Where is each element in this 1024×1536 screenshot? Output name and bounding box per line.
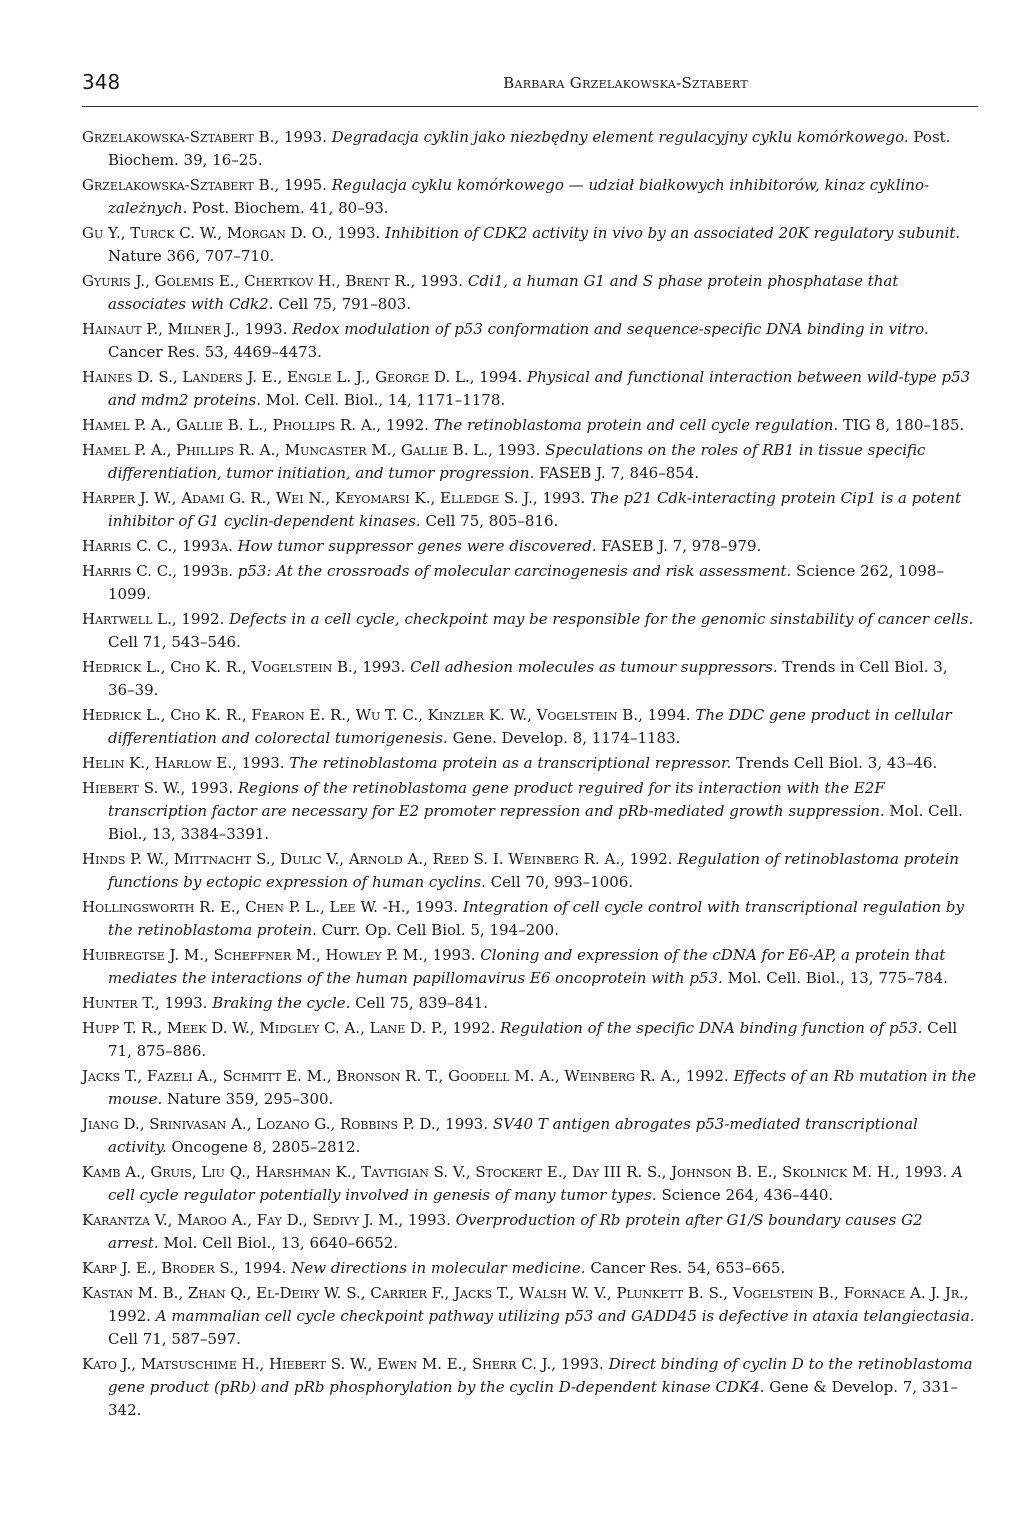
reference-source: Mol. Cell Biol., 13, 6640–6652. (163, 1234, 399, 1252)
reference-entry (82, 487, 978, 533)
reference-title: A mammalian cell cycle checkpoint pathway utilizing p53 and GADD45 is defective in ataxia telangiectasia. (155, 1307, 975, 1325)
reference-entry (82, 656, 978, 702)
reference-title: Cloning and expression of the cDNA for E6-AP, a protein that mediates the interactions of the human papillomavirus E6 oncoprotein with p53. (108, 946, 946, 987)
reference-authors: Hollingsworth R. E., Chen P. L., Lee W. -H., 1993. (82, 898, 459, 916)
reference-authors: Gu Y., Turck C. W., Morgan D. O., 1993. (82, 224, 381, 242)
reference-entry (82, 560, 978, 606)
reference-authors: Hunter T., 1993. (82, 994, 208, 1012)
reference-title: How tumor suppressor genes were discovered. (237, 537, 597, 555)
reference-authors: Hamel P. A., Gallie B. L., Phollips R. A., 1992. (82, 416, 429, 434)
reference-entry (82, 439, 978, 485)
reference-source: FASEB J. 7, 846–854. (539, 464, 700, 482)
reference-entry (82, 608, 978, 654)
reference-authors: Hainaut P., Milner J., 1993. (82, 320, 288, 338)
reference-source: Nature 366, 707–710. (108, 247, 275, 265)
reference-authors: Helin K., Harlow E., 1993. (82, 754, 285, 772)
reference-entry (82, 270, 978, 316)
reference-entry (82, 1353, 978, 1422)
reference-title: Regulation of the specific DNA binding function of p53. (500, 1019, 923, 1037)
reference-source: Trends in Cell Biol. 3, 36–39. (108, 658, 948, 699)
reference-authors: Harper J. W., Adami G. R., Wei N., Keyomarsi K., Elledge S. J., 1993. (82, 489, 586, 507)
reference-source: Science 262, 1098–1099. (108, 562, 944, 603)
reference-entry (82, 1209, 978, 1255)
reference-source: Oncogene 8, 2805–2812. (171, 1138, 361, 1156)
reference-title: The retinoblastoma protein as a transcriptional repressor. (289, 754, 732, 772)
reference-source: Mol. Cell. Biol., 13, 3384–3391. (108, 802, 963, 843)
reference-title: Integration of cell cycle control with transcriptional regulation by the retinoblastoma protein. (108, 898, 964, 939)
reference-entry (82, 414, 978, 437)
reference-entry (82, 535, 978, 558)
reference-source: Mol. Cell. Biol., 14, 1171–1178. (265, 391, 506, 409)
reference-title: Regulacja cyklu komórkowego — udział białkowych inhibitorów, kinaz cyklino-zależnych. (108, 176, 930, 217)
reference-source: Cell 75, 791–803. (278, 295, 412, 313)
reference-authors: Gyuris J., Golemis E., Chertkov H., Brent R., 1993. (82, 272, 464, 290)
reference-source: Gene. Develop. 8, 1174–1183. (452, 729, 681, 747)
reference-entry (82, 222, 978, 268)
reference-authors: Hedrick L., Cho K. R., Fearon E. R., Wu T. C., Kinzler K. W., Vogelstein B., 1994. (82, 706, 691, 724)
reference-authors: Karantza V., Maroo A., Fay D., Sedivy J. M., 1993. (82, 1211, 451, 1229)
reference-source: Nature 359, 295–300. (167, 1090, 334, 1108)
reference-title: SV40 T antigen abrogates p53-mediated transcriptional activity. (108, 1115, 918, 1156)
reference-entry (82, 126, 978, 172)
reference-authors: Harris C. C., 1993a. (82, 537, 233, 555)
reference-source: Gene & Develop. 7, 331–342. (108, 1378, 958, 1419)
reference-authors: Kastan M. B., Zhan Q., El-Deiry W. S., Carrier F., Jacks T., Walsh W. V., Plunkett B. S., Vogelstein B., Fornace A. J. Jr., 1992. (82, 1284, 969, 1325)
reference-entry (82, 896, 978, 942)
reference-entry (82, 992, 978, 1015)
reference-title: Physical and functional interaction between wild-type p53 and mdm2 proteins. (108, 368, 971, 409)
reference-authors: Karp J. E., Broder S., 1994. (82, 1259, 287, 1277)
reference-title: The p21 Cdk-interacting protein Cip1 is a potent inhibitor of G1 cyclin-dependent kinases. (108, 489, 961, 530)
reference-title: New directions in molecular medicine. (291, 1259, 586, 1277)
reference-entry (82, 174, 978, 220)
reference-entry (82, 848, 978, 894)
reference-authors: Hartwell L., 1992. (82, 610, 225, 628)
reference-title: Cdi1, a human G1 and S phase protein phosphatase that associates with Cdk2. (108, 272, 899, 313)
reference-entry (82, 1161, 978, 1207)
reference-entry (82, 366, 978, 412)
reference-title: Redox modulation of p53 conformation and sequence-specific DNA binding in vitro. (292, 320, 929, 338)
reference-entry (82, 1065, 978, 1111)
reference-title: Direct binding of cyclin D to the retinoblastoma gene product (pRb) and pRb phosphorylation by the cyclin D-dependent kinase CDK4. (108, 1355, 973, 1396)
reference-source: Trends Cell Biol. 3, 43–46. (736, 754, 938, 772)
running-head: Barbara Grzelakowska-Sztabert (503, 74, 748, 92)
reference-title: Defects in a cell cycle, checkpoint may be responsible for the genomic sinstability of cancer cells. (229, 610, 974, 628)
reference-authors: Kato J., Matsuschime H., Hiebert S. W., Ewen M. E., Sherr C. J., 1993. (82, 1355, 604, 1373)
reference-source: Cell 71, 875–886. (108, 1019, 958, 1060)
reference-entry (82, 1257, 978, 1280)
reference-entry (82, 944, 978, 990)
reference-source: Cancer Res. 54, 653–665. (590, 1259, 786, 1277)
reference-authors: Hedrick L., Cho K. R., Vogelstein B., 1993. (82, 658, 406, 676)
reference-authors: Harris C. C., 1993b. (82, 562, 233, 580)
reference-list (82, 126, 978, 1424)
reference-title: The retinoblastoma protein and cell cycle regulation. (433, 416, 839, 434)
reference-source: Cancer Res. 53, 4469–4473. (108, 343, 322, 361)
reference-title: Cell adhesion molecules as tumour suppressors. (410, 658, 778, 676)
reference-source: FASEB J. 7, 978–979. (601, 537, 762, 555)
reference-authors: Jacks T., Fazeli A., Schmitt E. M., Bronson R. T., Goodell M. A., Weinberg R. A., 1992. (82, 1067, 729, 1085)
reference-authors: Grzelakowska-Sztabert B., 1993. (82, 128, 327, 146)
reference-source: Science 264, 436–440. (661, 1186, 834, 1204)
reference-authors: Huibregtse J. M., Scheffner M., Howley P. M., 1993. (82, 946, 476, 964)
reference-title: Degradacja cyklin jako niezbędny element regulacyjny cyklu komórkowego. (331, 128, 909, 146)
reference-source: Post. Biochem. 39, 16–25. (108, 128, 951, 169)
reference-entry (82, 318, 978, 364)
page-header (82, 70, 978, 107)
reference-authors: Hinds P. W., Mittnacht S., Dulic V., Arnold A., Reed S. I. Weinberg R. A., 1992. (82, 850, 673, 868)
reference-source: Cell 75, 839–841. (355, 994, 488, 1012)
reference-authors: Hamel P. A., Phillips R. A., Muncaster M., Gallie B. L., 1993. (82, 441, 541, 459)
reference-authors: Jiang D., Srinivasan A., Lozano G., Robbins P. D., 1993. (82, 1115, 489, 1133)
reference-entry (82, 1113, 978, 1159)
reference-title: Speculations on the roles of RB1 in tissue specific differentiation, tumor initiation, and tumor progression. (108, 441, 926, 482)
reference-source: Mol. Cell. Biol., 13, 775–784. (727, 969, 948, 987)
reference-source: Curr. Op. Cell Biol. 5, 194–200. (321, 921, 559, 939)
reference-authors: Kamb A., Gruis, Liu Q., Harshman K., Tavtigian S. V., Stockert E., Day III R. S., Johnson B. E., Skolnick M. H., 1993. (82, 1163, 948, 1181)
reference-source: TIG 8, 180–185. (842, 416, 965, 434)
reference-entry (82, 1282, 978, 1351)
reference-title: Overproduction of Rb protein after G1/S boundary causes G2 arrest. (108, 1211, 923, 1252)
reference-entry (82, 777, 978, 846)
reference-authors: Haines D. S., Landers J. E., Engle L. J., George D. L., 1994. (82, 368, 523, 386)
reference-entry (82, 1017, 978, 1063)
reference-title: The DDC gene product in cellular differentiation and colorectal tumorigenesis. (108, 706, 952, 747)
reference-authors: Hupp T. R., Meek D. W., Midgley C. A., Lane D. P., 1992. (82, 1019, 496, 1037)
reference-title: p53: At the crossroads of molecular carcinogenesis and risk assessment. (237, 562, 792, 580)
reference-title: A cell cycle regulator potentially involved in genesis of many tumor types. (108, 1163, 963, 1204)
reference-entry (82, 752, 978, 775)
reference-source: Cell 70, 993–1006. (490, 873, 634, 891)
reference-title: Inhibition of CDK2 activity in vivo by an associated 20K regulatory subunit. (385, 224, 961, 242)
reference-authors: Grzelakowska-Sztabert B., 1995. (82, 176, 327, 194)
reference-title: Effects of an Rb mutation in the mouse. (108, 1067, 977, 1108)
page-number: 348 (82, 70, 121, 94)
reference-title: Braking the cycle. (212, 994, 351, 1012)
reference-title: Regions of the retinoblastoma gene product reguired for its interaction with the E2F transcription factor are necessary for E2 promoter repression and pRb-mediated growth suppression. (108, 779, 885, 820)
reference-entry (82, 704, 978, 750)
reference-source: Cell 75, 805–816. (425, 512, 559, 530)
reference-source: Cell 71, 543–546. (108, 633, 241, 651)
reference-title: Regulation of retinoblastoma protein functions by ectopic expression of human cyclins. (108, 850, 959, 891)
reference-source: Cell 71, 587–597. (108, 1330, 241, 1348)
reference-source: Post. Biochem. 41, 80–93. (192, 199, 389, 217)
reference-authors: Hiebert S. W., 1993. (82, 779, 234, 797)
